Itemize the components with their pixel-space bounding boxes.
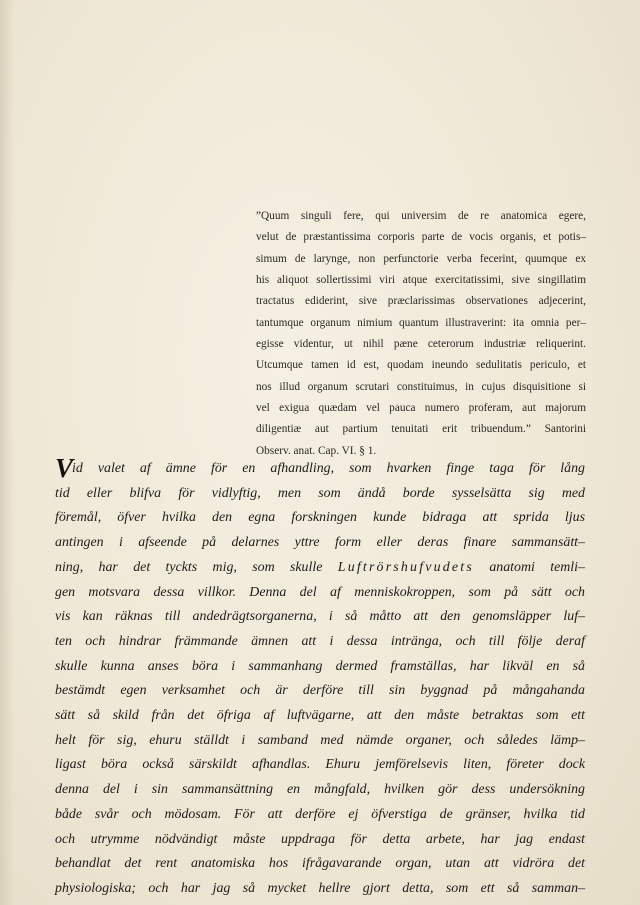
quote-line: nos illud organum scrutari constituimus, in cujus disquisitione si xyxy=(256,380,586,393)
body-line-part: anatomi temli– xyxy=(489,559,585,575)
body-line: tid eller blifva för vidlyftig, men som ändå borde sysselsätta sig med xyxy=(55,485,585,501)
quote-line: ”Quum singuli fere, qui universim de re anatomica egere, xyxy=(256,210,586,222)
quote-line: simum de larynge, non perfunctorie verba fecerint, quumque ex xyxy=(256,252,586,265)
quote-line: diligentiæ aut partium tenuitati erit tribuendum.” Santorini xyxy=(256,423,586,436)
body-line: physiologiska; och har jag så mycket hellre gjort detta, som ett så samman– xyxy=(55,880,585,896)
body-line-with-term xyxy=(55,556,585,581)
quote-line: his aliquot sollertissimi viri atque exercitatissimi, sive singillatim xyxy=(256,274,586,287)
quote-line: egisse videntur, ut nihil pæne ceterorum industriæ reliquerint. xyxy=(256,338,586,351)
body-line: behandlat det rent anatomiska hos ifrågavarande organ, utan att vidröra det xyxy=(55,856,585,872)
quote-citation: Observ. anat. Cap. VI. § 1. xyxy=(256,444,377,457)
body-line: antingen i afseende på delarnes yttre form eller deras finare sammansätt– xyxy=(55,535,585,551)
body-line: bestämdt egen verksamhet och är derföre till sin byggnad på mångahanda xyxy=(55,683,585,699)
quote-line: tractatus ediderint, sive præclarissimas observationes adjecerint, xyxy=(256,295,586,308)
body-line: helt för sig, ehuru ställdt i samband med nämde organer, och således lämp– xyxy=(55,732,585,748)
body-line: ten och hindrar främmande ämnen att i dessa intränga, och till följe deraf xyxy=(55,633,585,649)
quote-line: Utcumque tamen id est, quodam ineundo sedulitatis periculo, et xyxy=(256,359,586,372)
quote-line: velut de præstantissima corporis parte de vocis organis, et potis– xyxy=(256,231,586,244)
body-line: både svår och mödosam. För att derföre ej öfverstiga de gränser, hvilka tid xyxy=(55,806,585,822)
quote-line: vel exigua quædam vel pauca numero proferam, aut majorum xyxy=(256,402,586,415)
body-line: vis kan räknas till andedrägtsorganerna, i så måtto att den genomsläpper luf– xyxy=(55,609,585,625)
spaced-term: Luftrörshufvudets xyxy=(337,559,474,575)
page-gutter-shadow xyxy=(0,0,14,905)
drop-cap-initial: V xyxy=(55,453,74,483)
body-line: och utrymme nödvändigt måste uppdraga för detta arbete, har jag endast xyxy=(55,831,585,847)
quote-line: tantumque organum nimium quantum illustraverint: ita omnia per– xyxy=(256,316,586,329)
body-line: föremål, öfver hvilka den egna forskningen kunde bidraga att sprida ljus xyxy=(55,510,585,526)
body-line-part: ning, har det tyckts mig, som skulle xyxy=(55,559,323,575)
body-line: id valet af ämne för en afhandling, som hvarken finge taga för lång xyxy=(72,461,585,476)
body-line: skulle kunna anses böra i sammanhang dermed framställas, har likväl en så xyxy=(55,658,585,674)
body-line: gen motsvara dessa villkor. Denna del af menniskokroppen, som på sätt och xyxy=(55,584,585,600)
body-line: sätt så skild från det öfriga af luftvägarne, att den måste betraktas som ett xyxy=(55,708,585,724)
body-line: denna del i sin sammansättning en mångfald, hvilken gör dess undersökning xyxy=(55,782,585,798)
epigraph-quote xyxy=(256,206,586,462)
body-paragraph xyxy=(55,453,585,902)
body-line: ligast böra också särskildt afhandlas. Ehuru jemförelsevis liten, företer dock xyxy=(55,757,585,773)
